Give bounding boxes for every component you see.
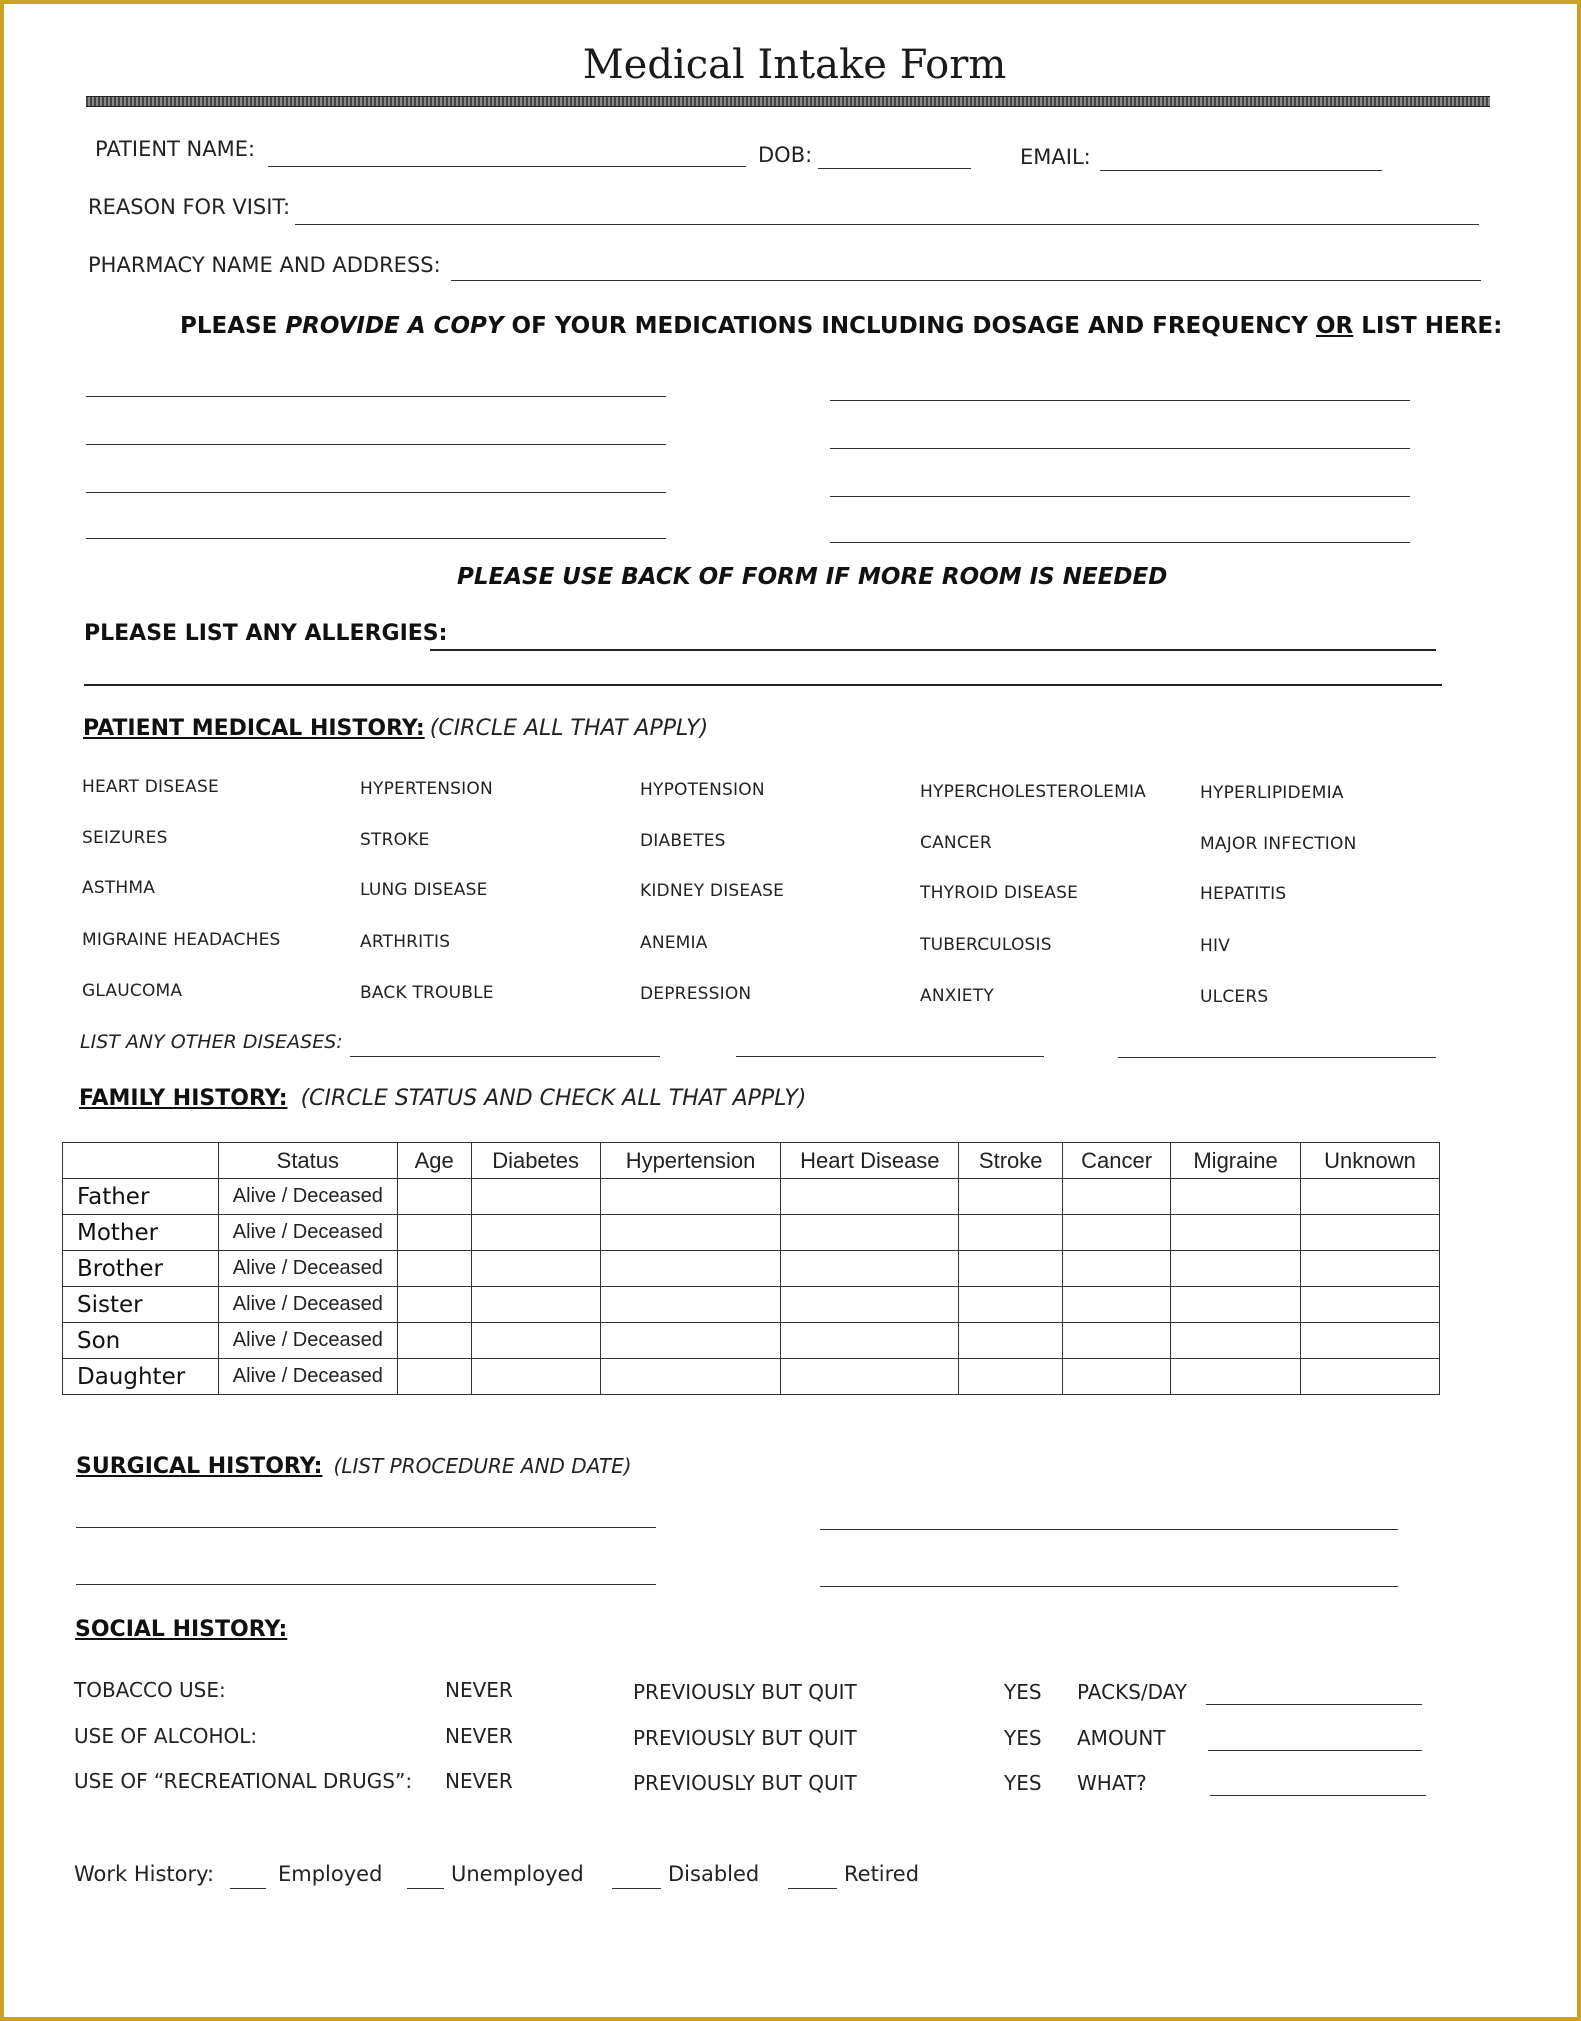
relation-label: Daughter: [63, 1359, 219, 1395]
column-header: Diabetes: [471, 1143, 600, 1179]
other-disease-field[interactable]: [1118, 1057, 1436, 1058]
medication-line[interactable]: [86, 492, 666, 493]
condition-option[interactable]: LUNG DISEASE: [360, 879, 488, 900]
check-cell[interactable]: [781, 1215, 959, 1251]
status-option[interactable]: Alive / Deceased: [218, 1251, 397, 1287]
check-cell[interactable]: [1063, 1215, 1171, 1251]
surgical-history-line[interactable]: [76, 1527, 656, 1528]
column-header: Heart Disease: [781, 1143, 959, 1179]
condition-option[interactable]: THYROID DISEASE: [920, 882, 1079, 903]
check-cell[interactable]: [781, 1179, 959, 1215]
pharmacy-field[interactable]: [451, 280, 1481, 281]
surgical-history-line[interactable]: [820, 1529, 1398, 1530]
column-header: Status: [218, 1143, 397, 1179]
yes-option[interactable]: YES: [1004, 1771, 1042, 1795]
check-cell[interactable]: [600, 1323, 781, 1359]
check-cell[interactable]: [1171, 1359, 1301, 1395]
never-option[interactable]: NEVER: [445, 1724, 513, 1748]
check-cell[interactable]: [1171, 1215, 1301, 1251]
check-cell[interactable]: [781, 1323, 959, 1359]
column-header: Age: [397, 1143, 471, 1179]
family-row: [63, 1359, 1440, 1395]
column-header: Unknown: [1301, 1143, 1440, 1179]
previously-quit-option[interactable]: PREVIOUSLY BUT QUIT: [633, 1680, 857, 1704]
condition-option[interactable]: DEPRESSION: [640, 984, 752, 1004]
check-cell[interactable]: [471, 1359, 600, 1395]
check-cell[interactable]: [397, 1359, 471, 1395]
check-cell[interactable]: [959, 1251, 1063, 1287]
check-cell[interactable]: [1301, 1251, 1440, 1287]
check-cell[interactable]: [600, 1251, 781, 1287]
condition-option[interactable]: GLAUCOMA: [82, 981, 183, 1001]
condition-option[interactable]: TUBERCULOSIS: [920, 934, 1052, 955]
check-cell[interactable]: [781, 1287, 959, 1323]
check-cell[interactable]: [959, 1215, 1063, 1251]
surgical-history-line[interactable]: [76, 1584, 656, 1585]
disabled-blank[interactable]: [612, 1888, 661, 1889]
family-history-header: [79, 1086, 806, 1111]
family-row: [63, 1287, 1440, 1323]
yes-option[interactable]: YES: [1004, 1726, 1042, 1750]
reason-field[interactable]: [295, 224, 1479, 225]
medication-line[interactable]: [86, 444, 666, 445]
never-option[interactable]: NEVER: [445, 1678, 513, 1702]
social-label: USE OF ALCOHOL:: [74, 1724, 258, 1748]
check-cell[interactable]: [1301, 1359, 1440, 1395]
condition-option[interactable]: MIGRAINE HEADACHES: [82, 930, 281, 950]
column-header: Cancer: [1063, 1143, 1171, 1179]
other-diseases-label: LIST ANY OTHER DISEASES:: [80, 1031, 343, 1053]
check-cell[interactable]: [397, 1215, 471, 1251]
medication-line[interactable]: [830, 542, 1410, 543]
check-cell[interactable]: [781, 1251, 959, 1287]
email-field[interactable]: [1100, 170, 1382, 171]
social-label: TOBACCO USE:: [74, 1678, 226, 1702]
check-cell[interactable]: [1301, 1287, 1440, 1323]
medical-history-subheading: (CIRCLE ALL THAT APPLY): [429, 716, 709, 741]
check-cell[interactable]: [471, 1251, 600, 1287]
status-option[interactable]: Alive / Deceased: [218, 1323, 397, 1359]
condition-option[interactable]: STROKE: [360, 829, 430, 850]
check-cell[interactable]: [600, 1215, 781, 1251]
check-cell[interactable]: [471, 1287, 600, 1323]
yes-option[interactable]: YES: [1004, 1680, 1042, 1704]
status-option[interactable]: Alive / Deceased: [218, 1215, 397, 1251]
status-option[interactable]: Alive / Deceased: [218, 1287, 397, 1323]
medical-history-header: [83, 716, 708, 741]
check-cell[interactable]: [959, 1287, 1063, 1323]
email-label: EMAIL:: [1020, 145, 1091, 169]
family-row: [63, 1179, 1440, 1215]
relation-label: Father: [63, 1179, 219, 1215]
condition-option[interactable]: HEPATITIS: [1200, 884, 1287, 904]
condition-option[interactable]: CANCER: [920, 832, 992, 853]
social-history-heading: SOCIAL HISTORY:: [75, 1617, 288, 1642]
check-cell[interactable]: [1301, 1323, 1440, 1359]
detail-label: AMOUNT: [1077, 1726, 1166, 1750]
check-cell[interactable]: [1301, 1179, 1440, 1215]
surgical-history-heading: SURGICAL HISTORY:: [76, 1454, 323, 1479]
check-cell[interactable]: [471, 1323, 600, 1359]
condition-option[interactable]: KIDNEY DISEASE: [640, 881, 785, 901]
relation-label: Brother: [63, 1251, 219, 1287]
allergies-label: PLEASE LIST ANY ALLERGIES:: [84, 621, 448, 646]
condition-option[interactable]: HEART DISEASE: [82, 777, 219, 797]
family-history-subheading: (CIRCLE STATUS AND CHECK ALL THAT APPLY): [300, 1086, 807, 1111]
medication-line[interactable]: [830, 448, 1410, 449]
condition-option[interactable]: DIABETES: [640, 831, 726, 851]
check-cell[interactable]: [1063, 1179, 1171, 1215]
column-header: [63, 1143, 219, 1179]
patient-name-field[interactable]: [268, 166, 746, 167]
never-option[interactable]: NEVER: [445, 1769, 513, 1793]
medication-line[interactable]: [86, 396, 666, 397]
relation-label: Son: [63, 1323, 219, 1359]
relation-label: Sister: [63, 1287, 219, 1323]
relation-label: Mother: [63, 1215, 219, 1251]
condition-option[interactable]: MAJOR INFECTION: [1200, 834, 1357, 854]
check-cell[interactable]: [1171, 1179, 1301, 1215]
check-cell[interactable]: [600, 1179, 781, 1215]
family-row: [63, 1215, 1440, 1251]
dob-label: DOB:: [758, 143, 813, 167]
other-disease-field[interactable]: [350, 1056, 660, 1057]
condition-option[interactable]: HYPERCHOLESTEROLEMIA: [920, 781, 1147, 802]
condition-option[interactable]: ASTHMA: [82, 878, 156, 898]
condition-option[interactable]: BACK TROUBLE: [360, 982, 494, 1003]
work-history-label: Work History:: [74, 1862, 215, 1886]
condition-option[interactable]: SEIZURES: [82, 828, 168, 848]
status-option[interactable]: Alive / Deceased: [218, 1359, 397, 1395]
check-cell[interactable]: [1063, 1287, 1171, 1323]
check-cell[interactable]: [397, 1179, 471, 1215]
check-cell[interactable]: [1171, 1251, 1301, 1287]
previously-quit-option[interactable]: PREVIOUSLY BUT QUIT: [633, 1726, 857, 1750]
check-cell[interactable]: [600, 1359, 781, 1395]
column-header: Stroke: [959, 1143, 1063, 1179]
column-header: Migraine: [1171, 1143, 1301, 1179]
family-row: [63, 1323, 1440, 1359]
retired-blank[interactable]: [788, 1888, 837, 1889]
surgical-history-header: [76, 1454, 632, 1479]
title-divider: [86, 96, 1490, 107]
check-cell[interactable]: [471, 1215, 600, 1251]
check-cell[interactable]: [1063, 1251, 1171, 1287]
allergies-field[interactable]: [430, 649, 1436, 651]
check-cell[interactable]: [781, 1359, 959, 1395]
family-row: [63, 1251, 1440, 1287]
family-table-header-row: [63, 1143, 1440, 1179]
work-option-disabled: Disabled: [668, 1862, 760, 1886]
patient-name-label: PATIENT NAME:: [95, 137, 256, 161]
detail-label: WHAT?: [1077, 1771, 1147, 1795]
detail-field[interactable]: [1206, 1704, 1422, 1705]
work-option-employed: Employed: [278, 1862, 383, 1886]
condition-option[interactable]: HIV: [1200, 936, 1231, 956]
check-cell[interactable]: [959, 1179, 1063, 1215]
condition-option[interactable]: ANXIETY: [920, 985, 994, 1006]
check-cell[interactable]: [397, 1323, 471, 1359]
condition-option[interactable]: HYPOTENSION: [640, 780, 765, 800]
check-cell[interactable]: [959, 1359, 1063, 1395]
condition-option[interactable]: ANEMIA: [640, 933, 708, 953]
check-cell[interactable]: [1301, 1215, 1440, 1251]
surgical-history-subheading: (LIST PROCEDURE AND DATE): [333, 1454, 632, 1478]
medical-history-heading: PATIENT MEDICAL HISTORY:: [83, 716, 425, 741]
surgical-history-line[interactable]: [820, 1586, 1398, 1587]
condition-option[interactable]: ARTHRITIS: [360, 931, 451, 952]
status-option[interactable]: Alive / Deceased: [218, 1179, 397, 1215]
check-cell[interactable]: [397, 1251, 471, 1287]
dob-field[interactable]: [818, 168, 971, 169]
family-history-heading: FAMILY HISTORY:: [79, 1086, 288, 1111]
check-cell[interactable]: [600, 1287, 781, 1323]
check-cell[interactable]: [1171, 1287, 1301, 1323]
medication-line[interactable]: [830, 400, 1410, 401]
condition-option[interactable]: HYPERLIPIDEMIA: [1200, 783, 1344, 803]
work-option-unemployed: Unemployed: [451, 1862, 584, 1886]
detail-field[interactable]: [1210, 1795, 1426, 1796]
allergies-field-2[interactable]: [84, 684, 1442, 686]
condition-option[interactable]: ULCERS: [1200, 987, 1269, 1007]
column-header: Hypertension: [600, 1143, 781, 1179]
medications-instruction: PLEASE PROVIDE A COPY OF YOUR MEDICATIONS INCLUDING DOSAGE AND FREQUENCY OR LIST HERE:: [180, 313, 1503, 339]
check-cell[interactable]: [397, 1287, 471, 1323]
detail-label: PACKS/DAY: [1077, 1680, 1188, 1704]
work-option-retired: Retired: [844, 1862, 920, 1886]
pharmacy-label: PHARMACY NAME AND ADDRESS:: [88, 253, 441, 277]
form-title: Medical Intake Form: [582, 42, 1007, 88]
employed-blank[interactable]: [230, 1888, 266, 1889]
detail-field[interactable]: [1208, 1750, 1422, 1751]
family-history-table: [62, 1142, 1440, 1395]
check-cell[interactable]: [1063, 1323, 1171, 1359]
social-label: USE OF “RECREATIONAL DRUGS”:: [74, 1769, 413, 1793]
back-of-form-note: PLEASE USE BACK OF FORM IF MORE ROOM IS NEEDED: [457, 564, 1168, 590]
medication-line[interactable]: [830, 496, 1410, 497]
check-cell[interactable]: [959, 1323, 1063, 1359]
unemployed-blank[interactable]: [407, 1888, 444, 1889]
condition-option[interactable]: HYPERTENSION: [360, 778, 493, 799]
other-disease-field[interactable]: [736, 1056, 1044, 1057]
check-cell[interactable]: [471, 1179, 600, 1215]
reason-label: REASON FOR VISIT:: [88, 195, 291, 219]
check-cell[interactable]: [1063, 1359, 1171, 1395]
check-cell[interactable]: [1171, 1323, 1301, 1359]
previously-quit-option[interactable]: PREVIOUSLY BUT QUIT: [633, 1771, 857, 1795]
medication-line[interactable]: [86, 538, 666, 539]
